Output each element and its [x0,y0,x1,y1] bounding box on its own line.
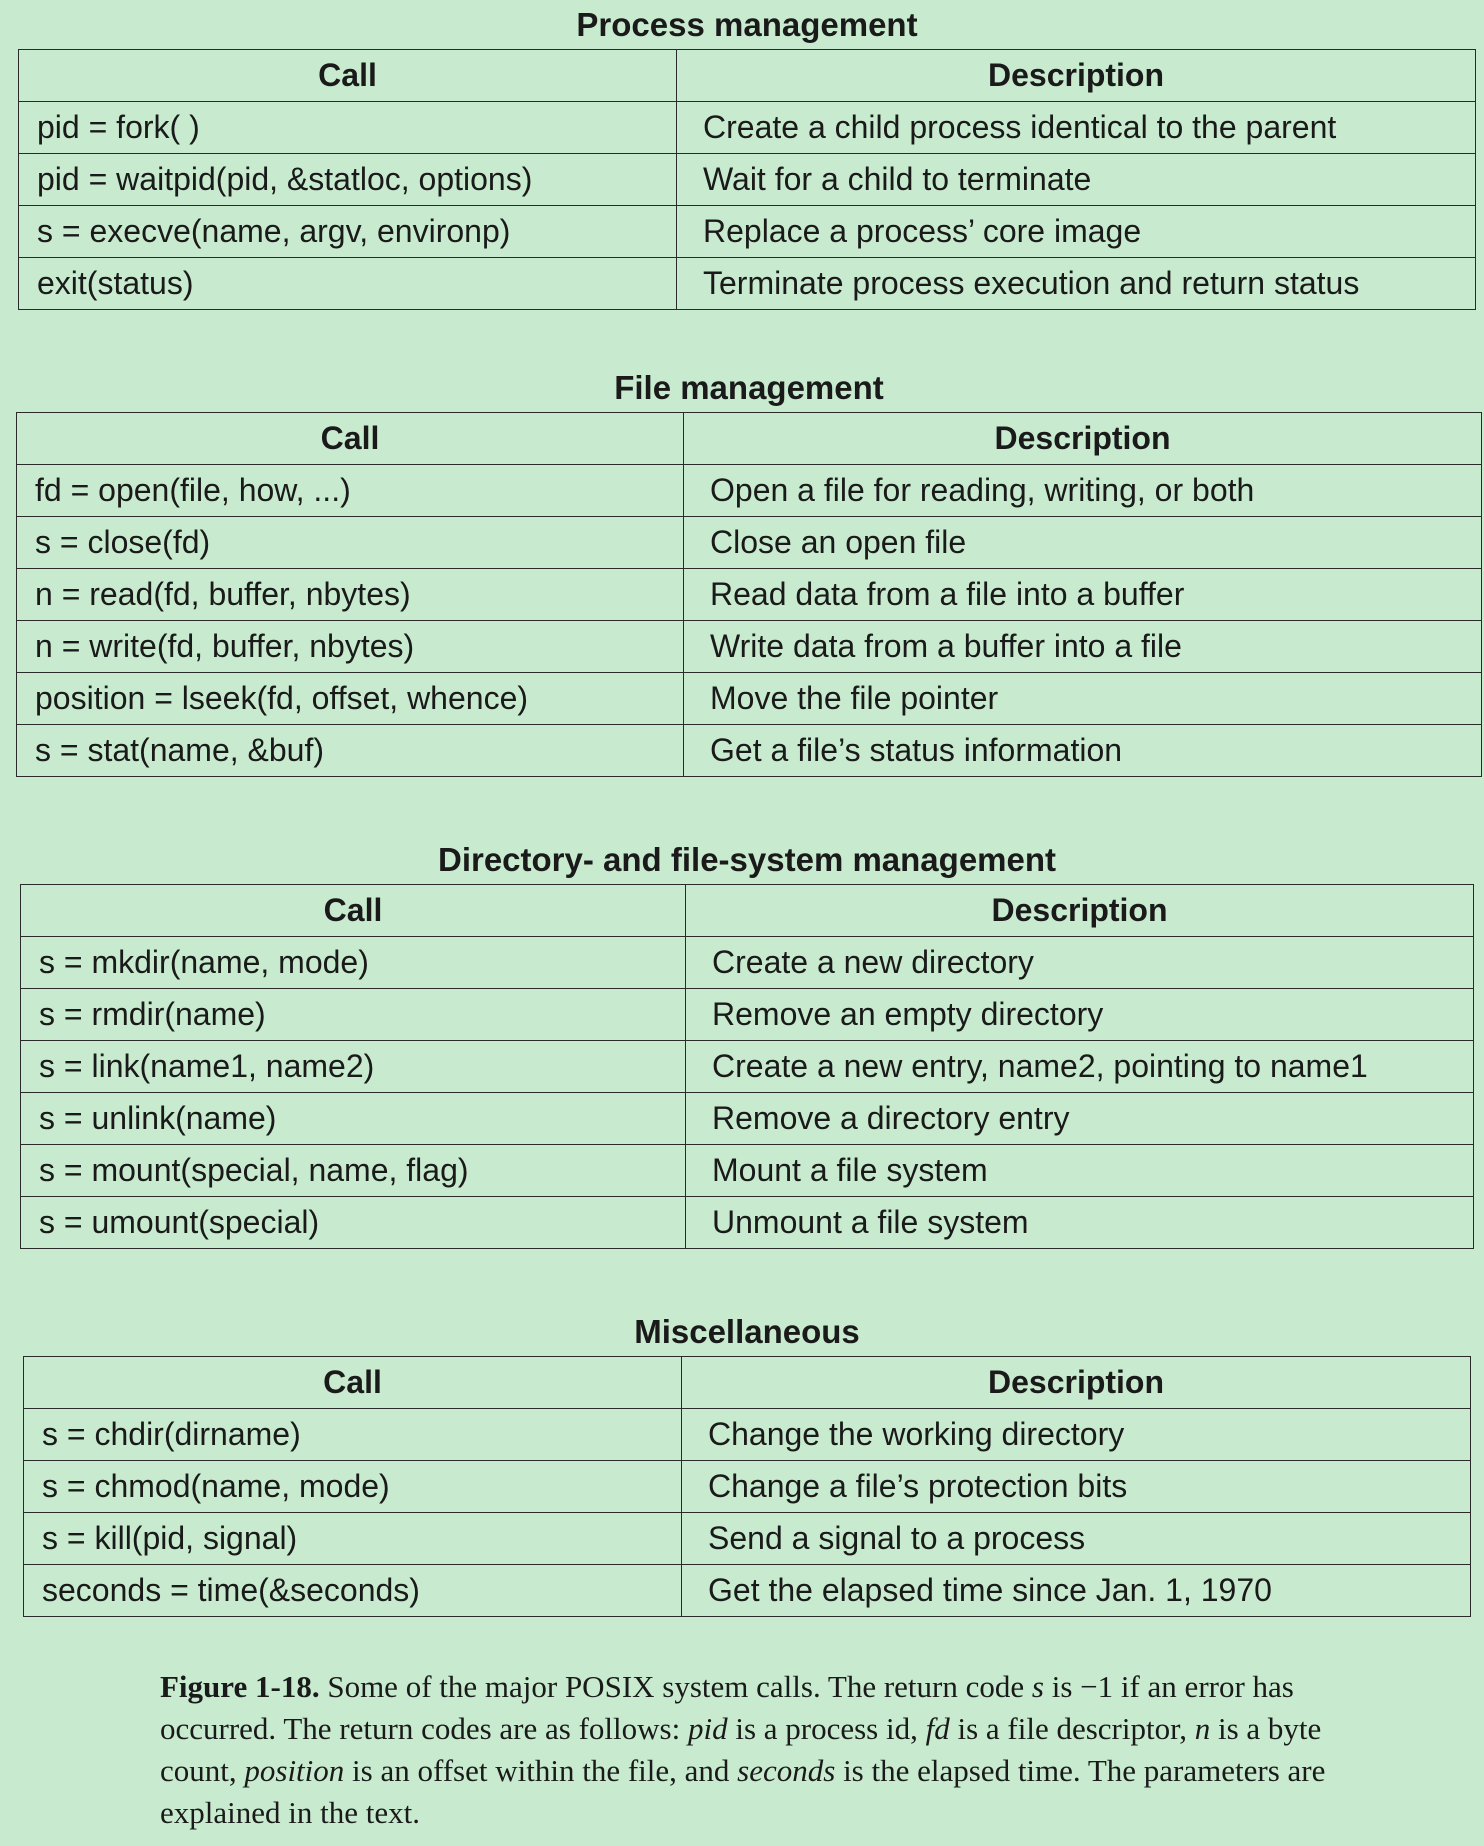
description-cell: Open a file for reading, writing, or both [684,465,1482,517]
call-cell: n = write(fd, buffer, nbytes) [17,621,684,673]
call-cell: s = unlink(name) [21,1093,686,1145]
file-management-table [16,412,1482,777]
description-cell: Close an open file [684,517,1482,569]
call-cell: s = stat(name, &buf) [17,725,684,777]
file-management-section [16,364,1482,777]
table-row [17,673,1482,725]
header-row [17,413,1482,465]
call-cell: s = mkdir(name, mode) [21,937,686,989]
caption-text: is an offset within the file, and [344,1753,738,1788]
description-header: Description [682,1357,1471,1409]
caption-term: seconds [737,1753,836,1788]
description-cell: Replace a process’ core image [677,206,1476,258]
call-cell: pid = fork( ) [19,102,677,154]
caption-term: n [1194,1711,1211,1746]
miscellaneous-section [23,1308,1471,1617]
table-row [17,465,1482,517]
call-cell: position = lseek(fd, offset, whence) [17,673,684,725]
caption-text: is the elapsed time. The parameters are explained in the text. [160,1753,1326,1830]
table-row [17,517,1482,569]
description-cell: Wait for a child to terminate [677,154,1476,206]
header-row [21,885,1474,937]
caption-term: s [1031,1669,1044,1704]
description-cell: Create a child process identical to the parent [677,102,1476,154]
caption-text: is −1 if an error has occurred. The return codes are as follows: [160,1669,1294,1746]
description-cell: Remove an empty directory [686,989,1474,1041]
directory-management-table [20,884,1474,1249]
call-header: Call [24,1357,682,1409]
description-cell: Change the working directory [682,1409,1471,1461]
call-header: Call [17,413,684,465]
table-row [19,154,1476,206]
description-cell: Remove a directory entry [686,1093,1474,1145]
section-title: Miscellaneous [634,1313,860,1350]
call-cell: exit(status) [19,258,677,310]
call-header: Call [19,50,677,102]
caption-text: is a process id, [727,1711,926,1746]
table-row [21,1093,1474,1145]
table-row [24,1513,1471,1565]
caption-text: is a file descriptor, [949,1711,1195,1746]
call-cell: s = kill(pid, signal) [24,1513,682,1565]
call-cell: s = chdir(dirname) [24,1409,682,1461]
directory-management-section [20,836,1474,1249]
header-row [24,1357,1471,1409]
description-header: Description [686,885,1474,937]
call-cell: s = umount(special) [21,1197,686,1249]
description-cell: Send a signal to a process [682,1513,1471,1565]
table-row [17,569,1482,621]
table-row [19,258,1476,310]
call-cell: n = read(fd, buffer, nbytes) [17,569,684,621]
caption-term: fd [925,1711,950,1746]
table-row [24,1409,1471,1461]
description-header: Description [677,50,1476,102]
table-row [24,1461,1471,1513]
section-title: Process management [576,6,918,43]
description-cell: Read data from a file into a buffer [684,569,1482,621]
caption-text: Some of the major POSIX system calls. The return code [319,1669,1032,1704]
description-cell: Create a new directory [686,937,1474,989]
call-cell: s = rmdir(name) [21,989,686,1041]
table-row [21,1145,1474,1197]
figure-label: Figure 1-18. [160,1669,320,1704]
header-row [19,50,1476,102]
table-row [19,102,1476,154]
description-cell: Get the elapsed time since Jan. 1, 1970 [682,1565,1471,1617]
table-row [17,621,1482,673]
call-cell: fd = open(file, how, ...) [17,465,684,517]
figure-caption [160,1666,1340,1834]
table-row [21,937,1474,989]
description-cell: Write data from a buffer into a file [684,621,1482,673]
call-cell: s = chmod(name, mode) [24,1461,682,1513]
process-management-table [18,49,1476,310]
section-title: Directory- and file-system management [437,841,1057,878]
description-cell: Change a file’s protection bits [682,1461,1471,1513]
call-cell: s = link(name1, name2) [21,1041,686,1093]
caption-text: is a byte count, [160,1711,1322,1788]
call-cell: s = close(fd) [17,517,684,569]
call-cell: pid = waitpid(pid, &statloc, options) [19,154,677,206]
table-row [24,1565,1471,1617]
section-title: File management [614,369,884,406]
description-cell: Create a new entry, name2, pointing to name1 [686,1041,1474,1093]
call-cell: s = execve(name, argv, environp) [19,206,677,258]
description-cell: Move the file pointer [684,673,1482,725]
caption-term: position [244,1753,345,1788]
caption-term: pid [687,1711,728,1746]
description-header: Description [684,413,1482,465]
description-cell: Mount a file system [686,1145,1474,1197]
process-management-section [18,1,1476,310]
table-row [19,206,1476,258]
table-row [21,1041,1474,1093]
description-cell: Unmount a file system [686,1197,1474,1249]
table-row [21,989,1474,1041]
description-cell: Get a file’s status information [684,725,1482,777]
call-cell: seconds = time(&seconds) [24,1565,682,1617]
call-cell: s = mount(special, name, flag) [21,1145,686,1197]
call-header: Call [21,885,686,937]
table-row [21,1197,1474,1249]
miscellaneous-table [23,1356,1471,1617]
table-row [17,725,1482,777]
description-cell: Terminate process execution and return status [677,258,1476,310]
